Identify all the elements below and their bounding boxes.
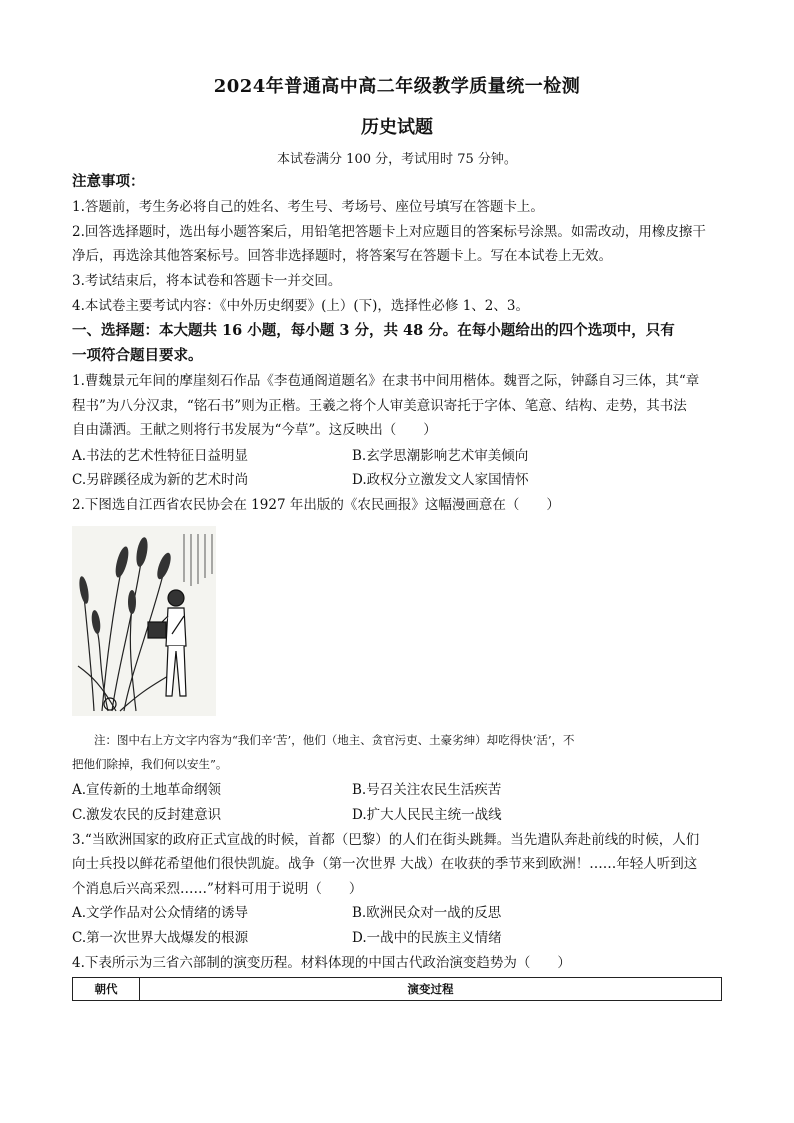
q3-option-c: C.第一次世界大战爆发的根源 (72, 930, 249, 946)
q1-stem-line-2: 程书”为八分汉隶，“铭石书”则为正楷。王羲之将个人审美意识寄托于字体、笔意、结构、走势，其书法 (72, 398, 687, 414)
section-heading-line-1: 一、选择题：本大题共 16 小题，每小题 3 分，共 48 分。在每小题给出的四个选项中，只有 (72, 322, 675, 339)
q3-option-a: A.文学作品对公众情绪的诱导 (72, 905, 249, 921)
q1-option-b: B.玄学思潮影响艺术审美倾向 (352, 448, 529, 464)
q1-option-a: A.书法的艺术性特征日益明显 (72, 448, 249, 464)
farmer-cartoon-image (72, 526, 216, 716)
exam-meta: 本试卷满分 100 分，考试用时 75 分钟。 (277, 152, 517, 167)
notice-item-2-line-1: 2.回答选择题时，选出每小题答案后，用铅笔把答题卡上对应题目的答案标号涂黑。如需改动，用橡皮擦干 (72, 224, 706, 240)
q2-note-line-2: 把他们除掉，我们何以安生”。 (72, 757, 228, 771)
q4-stem: 4.下表所示为三省六部制的演变历程。材料体现的中国古代政治演变趋势为（ ） (72, 955, 571, 971)
table-header-process: 演变过程 (407, 982, 454, 996)
q1-option-d: D.政权分立激发文人家国情怀 (352, 472, 529, 488)
notice-item-2-line-2: 净后，再选涂其他答案标号。回答非选择题时，将答案写在答题卡上。写在本试卷上无效。 (72, 248, 612, 264)
q2-option-c: C.激发农民的反封建意识 (72, 807, 222, 823)
section-heading-line-2: 一项符合题目要求。 (72, 347, 203, 364)
q3-stem-line-1: 3.“当欧洲国家的政府正式宣战的时候，首都（巴黎）的人们在街头跳舞。当先遣队奔赴前线的时候，人们 (72, 832, 700, 848)
q3-stem-line-2: 向士兵投以鲜花希望他们很快凯旋。战争（第一次世界 大战）在收获的季节来到欧洲！……年轻人听到这 (72, 856, 698, 872)
exam-title: 2024年普通高中高二年级教学质量统一检测 (213, 76, 581, 97)
notice-item-3: 3.考试结束后，将本试卷和答题卡一并交回。 (72, 273, 342, 289)
q1-option-c: C.另辟蹊径成为新的艺术时尚 (72, 472, 249, 488)
q2-note-line-1: 注：图中右上方文字内容为“我们辛‘苦’，他们（地主、贪官污吏、土豪劣绅）却吃得快‘活’，不 (94, 733, 575, 747)
q3-stem-line-3: 个消息后兴高采烈……”材料可用于说明（ ） (72, 881, 363, 897)
notice-item-4: 4.本试卷主要考试内容：《中外历史纲要》(上）(下)，选择性必修 1、2、3。 (72, 298, 529, 314)
subject-title: 历史试题 (361, 117, 433, 138)
q2-stem: 2.下图选自江西省农民协会在 1927 年出版的《农民画报》这幅漫画意在（ ） (72, 497, 560, 513)
table-header-dynasty: 朝代 (73, 978, 140, 1000)
q3-option-d: D.一战中的民族主义情绪 (352, 930, 502, 946)
q2-option-d: D.扩大人民民主统一战线 (352, 807, 502, 823)
q1-stem-line-1: 1.曹魏景元年间的摩崖刻石作品《李苞通阁道题名》在隶书中间用楷体。魏晋之际，钟繇自习三体，其“章 (72, 373, 700, 389)
notice-item-1: 1.答题前，考生务必将自己的姓名、考生号、考场号、座位号填写在答题卡上。 (72, 199, 544, 215)
evolution-table (72, 977, 722, 1001)
q1-stem-line-3: 自由潇洒。王献之则将行书发展为“今草”。这反映出（ ） (72, 422, 437, 438)
notice-heading: 注意事项： (72, 173, 145, 190)
q2-option-b: B.号召关注农民生活疾苦 (352, 782, 502, 798)
q3-option-b: B.欧洲民众对一战的反思 (352, 905, 502, 921)
q2-option-a: A.宣传新的土地革命纲领 (72, 782, 222, 798)
